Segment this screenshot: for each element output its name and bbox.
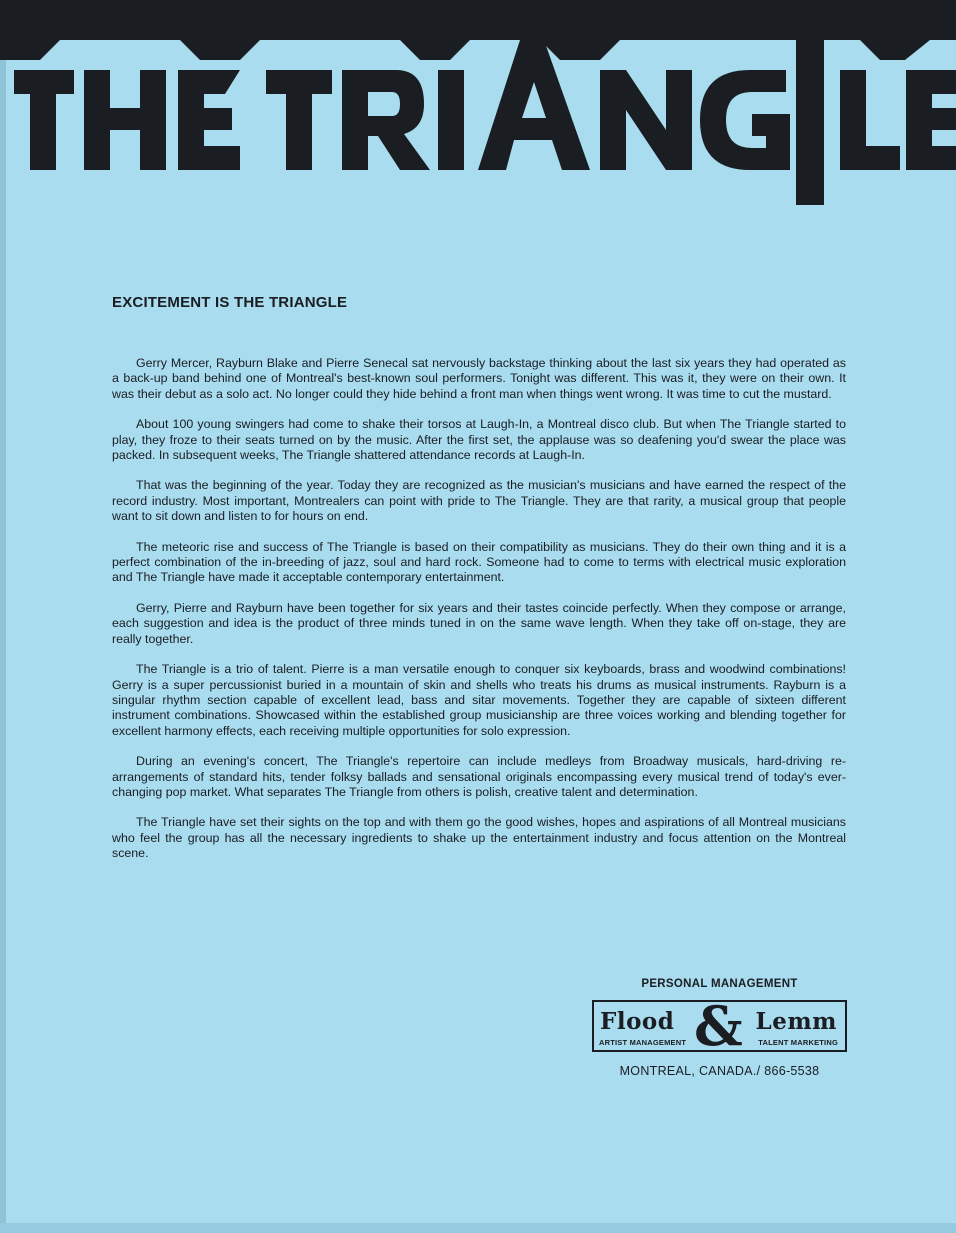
masthead-logo	[0, 0, 956, 215]
page-heading: EXCITEMENT IS THE TRIANGLE	[112, 294, 348, 311]
paragraph: About 100 young swingers had come to shake their torsos at Laugh-In, a Montreal disco club. But when The Triangle started to play, they froze to their seats turned on by the music. After the first set, the applause was so deafening you'd swear the place was packed. In subsequent weeks, The Triangle shattered attendance records at Laugh-In.	[112, 417, 846, 463]
page-edge	[0, 1223, 956, 1233]
paragraph: Gerry, Pierre and Rayburn have been together for six years and their tastes coincide perfectly. When they compose or arrange, each suggestion and idea is the product of three minds tuned in on the same wave length. When they take off on-stage, they are really together.	[112, 600, 846, 646]
logo-ampersand: &	[694, 994, 743, 1058]
logo-word-right: Lemm	[755, 1008, 837, 1035]
management-title: PERSONAL MANAGEMENT	[641, 978, 798, 990]
paragraph: The Triangle have set their sights on the top and with them go the good wishes, hopes and aspirations of all Montreal musicians who feel the group has all the necessary ingredients to shake up the entertainment industry and focus attention on the Montreal scene.	[112, 815, 846, 861]
logo-subtitle-left: ARTIST MANAGEMENT	[599, 1038, 687, 1047]
paragraph: Gerry Mercer, Rayburn Blake and Pierre Senecal sat nervously backstage thinking about the last six years they had operated as a back-up band behind one of Montreal's best-known soul performers. Tonight was different. This was it, they were on their own. It was their debut as a solo act. No longer could they hide behind a front man when things went wrong. It was time to cut the mustard.	[112, 356, 846, 401]
logo-subtitle-right: TALENT MARKETING	[758, 1038, 838, 1047]
paragraph: The Triangle is a trio of talent. Pierre is a man versatile enough to conquer six keyboards, brass and woodwind combinations! Gerry is a super percussionist buried in a mountain of skin and shells who treats his drums as musical instruments. Rayburn is a singular rhythm section capable of excellent lead, bass and sitar movements. Together they are capable of sixteen different instrument combinations. Showcased within the established group musicianship are three voices working and blending together for excellent harmony effects, each receiving multiple opportunities for solo expression.	[112, 662, 846, 738]
paragraph: That was the beginning of the year. Today they are recognized as the musician's musicians and have earned the respect of the record industry. Most important, Montrealers can point with pride to The Triangle. They are that rarity, a musical group that people want to sit down and listen to for hours on end.	[112, 478, 846, 524]
contact-line: MONTREAL, CANADA./ 866-5538	[619, 1064, 820, 1078]
logo-word-left: Flood	[600, 1008, 675, 1035]
management-logo	[592, 994, 847, 1058]
body-text	[112, 356, 846, 877]
masthead	[0, 0, 956, 215]
paragraph: During an evening's concert, The Triangle's repertoire can include medleys from Broadway musicals, hard-driving re-arrangements of standard hits, tender folksy ballads and sensational originals encompassing every musical trend of today's ever-changing pop market. What separates The Triangle from others is polish, creative talent and determination.	[112, 754, 846, 799]
management-block	[592, 978, 847, 1078]
paragraph: The meteoric rise and success of The Triangle is based on their compatibility as musicians. They do their own thing and it is a perfect combination of the in-breeding of jazz, soul and hard rock. Someone had to come to terms with electrical music exploration and The Triangle have made it acceptable contemporary entertainment.	[112, 539, 846, 585]
